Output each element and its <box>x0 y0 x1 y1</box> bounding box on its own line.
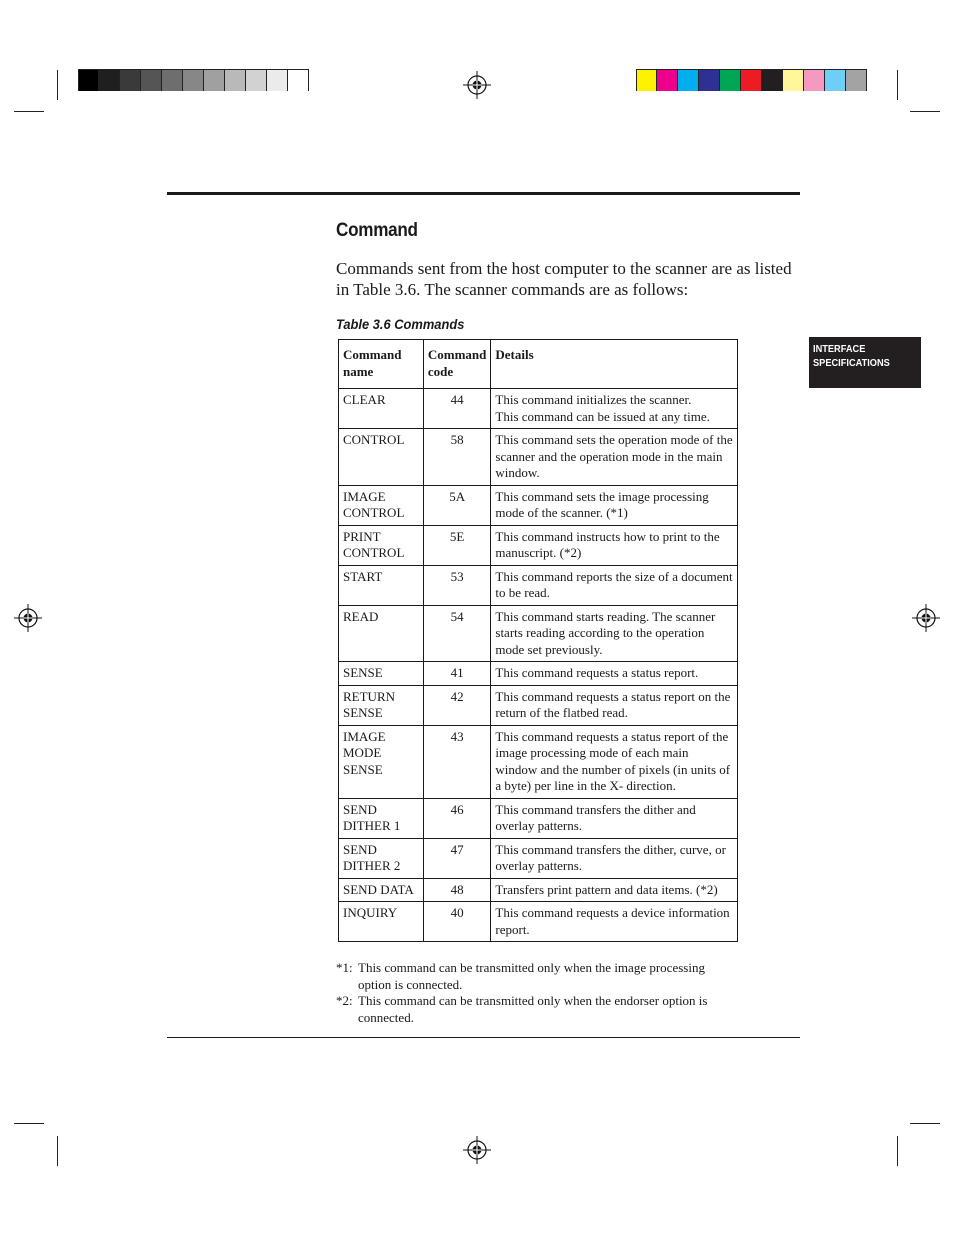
table-row <box>339 605 738 662</box>
command-details-cell: This command reports the size of a document to be read. <box>491 565 738 605</box>
command-name-cell: CONTROL <box>339 429 424 486</box>
footnote-marker: *2: <box>336 993 353 1008</box>
command-name-cell: SEND DITHER 1 <box>339 798 424 838</box>
table-header-row <box>339 340 738 389</box>
command-details-cell: This command transfers the dither, curve, or overlay patterns. <box>491 838 738 878</box>
color-swatch <box>636 70 657 91</box>
crop-mark <box>14 111 44 112</box>
chapter-tab-line1: INTERFACE <box>813 343 866 355</box>
command-details-cell: Transfers print pattern and data items. (*2) <box>491 878 738 902</box>
command-details-cell: This command requests a status report on the return of the flatbed read. <box>491 685 738 725</box>
footnote <box>336 993 736 1026</box>
color-swatch <box>846 70 867 91</box>
intro-paragraph: Commands sent from the host computer to the scanner are as listed in Table 3.6. The scanner commands are as follows: <box>336 259 792 299</box>
chapter-tab <box>809 337 921 388</box>
color-swatch <box>141 70 162 91</box>
crop-mark <box>897 70 898 100</box>
table-row <box>339 389 738 429</box>
registration-mark-icon <box>14 604 42 632</box>
command-name-cell: CLEAR <box>339 389 424 429</box>
command-details-cell: This command instructs how to print to the manuscript. (*2) <box>491 525 738 565</box>
command-name-cell: SEND DITHER 2 <box>339 838 424 878</box>
color-bar <box>636 69 867 91</box>
color-swatch <box>288 70 309 91</box>
crop-mark <box>897 1136 898 1166</box>
command-details-cell: This command requests a status report of the image processing mode of each main window and the number of pixels (in units of a byte) per line in the X- direction. <box>491 725 738 798</box>
commands-table <box>338 339 738 942</box>
color-swatch <box>78 70 99 91</box>
color-swatch <box>204 70 225 91</box>
command-details-cell: This command sets the operation mode of the scanner and the operation mode in the main window. <box>491 429 738 486</box>
command-name-cell: IMAGE CONTROL <box>339 485 424 525</box>
color-swatch <box>183 70 204 91</box>
color-swatch <box>657 70 678 91</box>
section-heading: Command <box>336 220 418 241</box>
table-row <box>339 525 738 565</box>
registration-mark-icon <box>912 604 940 632</box>
header-command-name: Command name <box>339 340 424 389</box>
table-row <box>339 838 738 878</box>
command-name-cell: PRINT CONTROL <box>339 525 424 565</box>
command-code-cell: 5A <box>423 485 491 525</box>
footnote-text: This command can be transmitted only when the endorser option is connected. <box>358 993 708 1025</box>
footnote <box>336 960 736 993</box>
color-swatch <box>225 70 246 91</box>
color-swatch <box>99 70 120 91</box>
table-row <box>339 902 738 942</box>
header-details: Details <box>491 340 738 389</box>
registration-mark-icon <box>463 1136 491 1164</box>
footnote-marker: *1: <box>336 960 353 975</box>
command-code-cell: 48 <box>423 878 491 902</box>
command-name-cell: SENSE <box>339 662 424 686</box>
color-swatch <box>246 70 267 91</box>
command-code-cell: 5E <box>423 525 491 565</box>
command-code-cell: 47 <box>423 838 491 878</box>
header-command-code: Command code <box>423 340 491 389</box>
color-swatch <box>804 70 825 91</box>
command-name-cell: START <box>339 565 424 605</box>
color-swatch <box>825 70 846 91</box>
table-footnotes <box>336 960 736 1026</box>
crop-mark <box>910 111 940 112</box>
chapter-tab-line2: SPECIFICATIONS <box>813 357 890 369</box>
crop-mark <box>14 1123 44 1124</box>
table-row <box>339 429 738 486</box>
command-details-cell: This command requests a status report. <box>491 662 738 686</box>
table-row <box>339 685 738 725</box>
color-swatch <box>162 70 183 91</box>
command-code-cell: 42 <box>423 685 491 725</box>
command-name-cell: SEND DATA <box>339 878 424 902</box>
command-name-cell: IMAGE MODE SENSE <box>339 725 424 798</box>
crop-mark <box>57 1136 58 1166</box>
command-details-cell: This command starts reading. The scanner starts reading according to the operation mode set previously. <box>491 605 738 662</box>
color-swatch <box>783 70 804 91</box>
table-row <box>339 485 738 525</box>
command-code-cell: 44 <box>423 389 491 429</box>
table-row <box>339 725 738 798</box>
table-row <box>339 662 738 686</box>
command-name-cell: INQUIRY <box>339 902 424 942</box>
color-swatch <box>678 70 699 91</box>
color-swatch <box>762 70 783 91</box>
grayscale-bar <box>78 69 309 91</box>
crop-mark <box>910 1123 940 1124</box>
command-details-cell: This command sets the image processing mode of the scanner. (*1) <box>491 485 738 525</box>
table-row <box>339 565 738 605</box>
color-swatch <box>720 70 741 91</box>
command-details-cell: This command initializes the scanner. This command can be issued at any time. <box>491 389 738 429</box>
command-name-cell: READ <box>339 605 424 662</box>
table-row <box>339 878 738 902</box>
registration-mark-icon <box>463 71 491 99</box>
command-code-cell: 43 <box>423 725 491 798</box>
crop-mark <box>57 70 58 100</box>
command-name-cell: RETURN SENSE <box>339 685 424 725</box>
header-rule <box>167 192 800 195</box>
command-code-cell: 41 <box>423 662 491 686</box>
color-swatch <box>120 70 141 91</box>
footer-rule <box>167 1037 800 1038</box>
command-code-cell: 40 <box>423 902 491 942</box>
color-swatch <box>267 70 288 91</box>
command-code-cell: 46 <box>423 798 491 838</box>
color-swatch <box>741 70 762 91</box>
command-details-cell: This command transfers the dither and overlay patterns. <box>491 798 738 838</box>
command-code-cell: 58 <box>423 429 491 486</box>
command-code-cell: 53 <box>423 565 491 605</box>
color-swatch <box>699 70 720 91</box>
table-caption: Table 3.6 Commands <box>336 316 465 332</box>
command-details-cell: This command requests a device information report. <box>491 902 738 942</box>
table-row <box>339 798 738 838</box>
footnote-text: This command can be transmitted only when the image processing option is connected. <box>358 960 705 992</box>
command-code-cell: 54 <box>423 605 491 662</box>
